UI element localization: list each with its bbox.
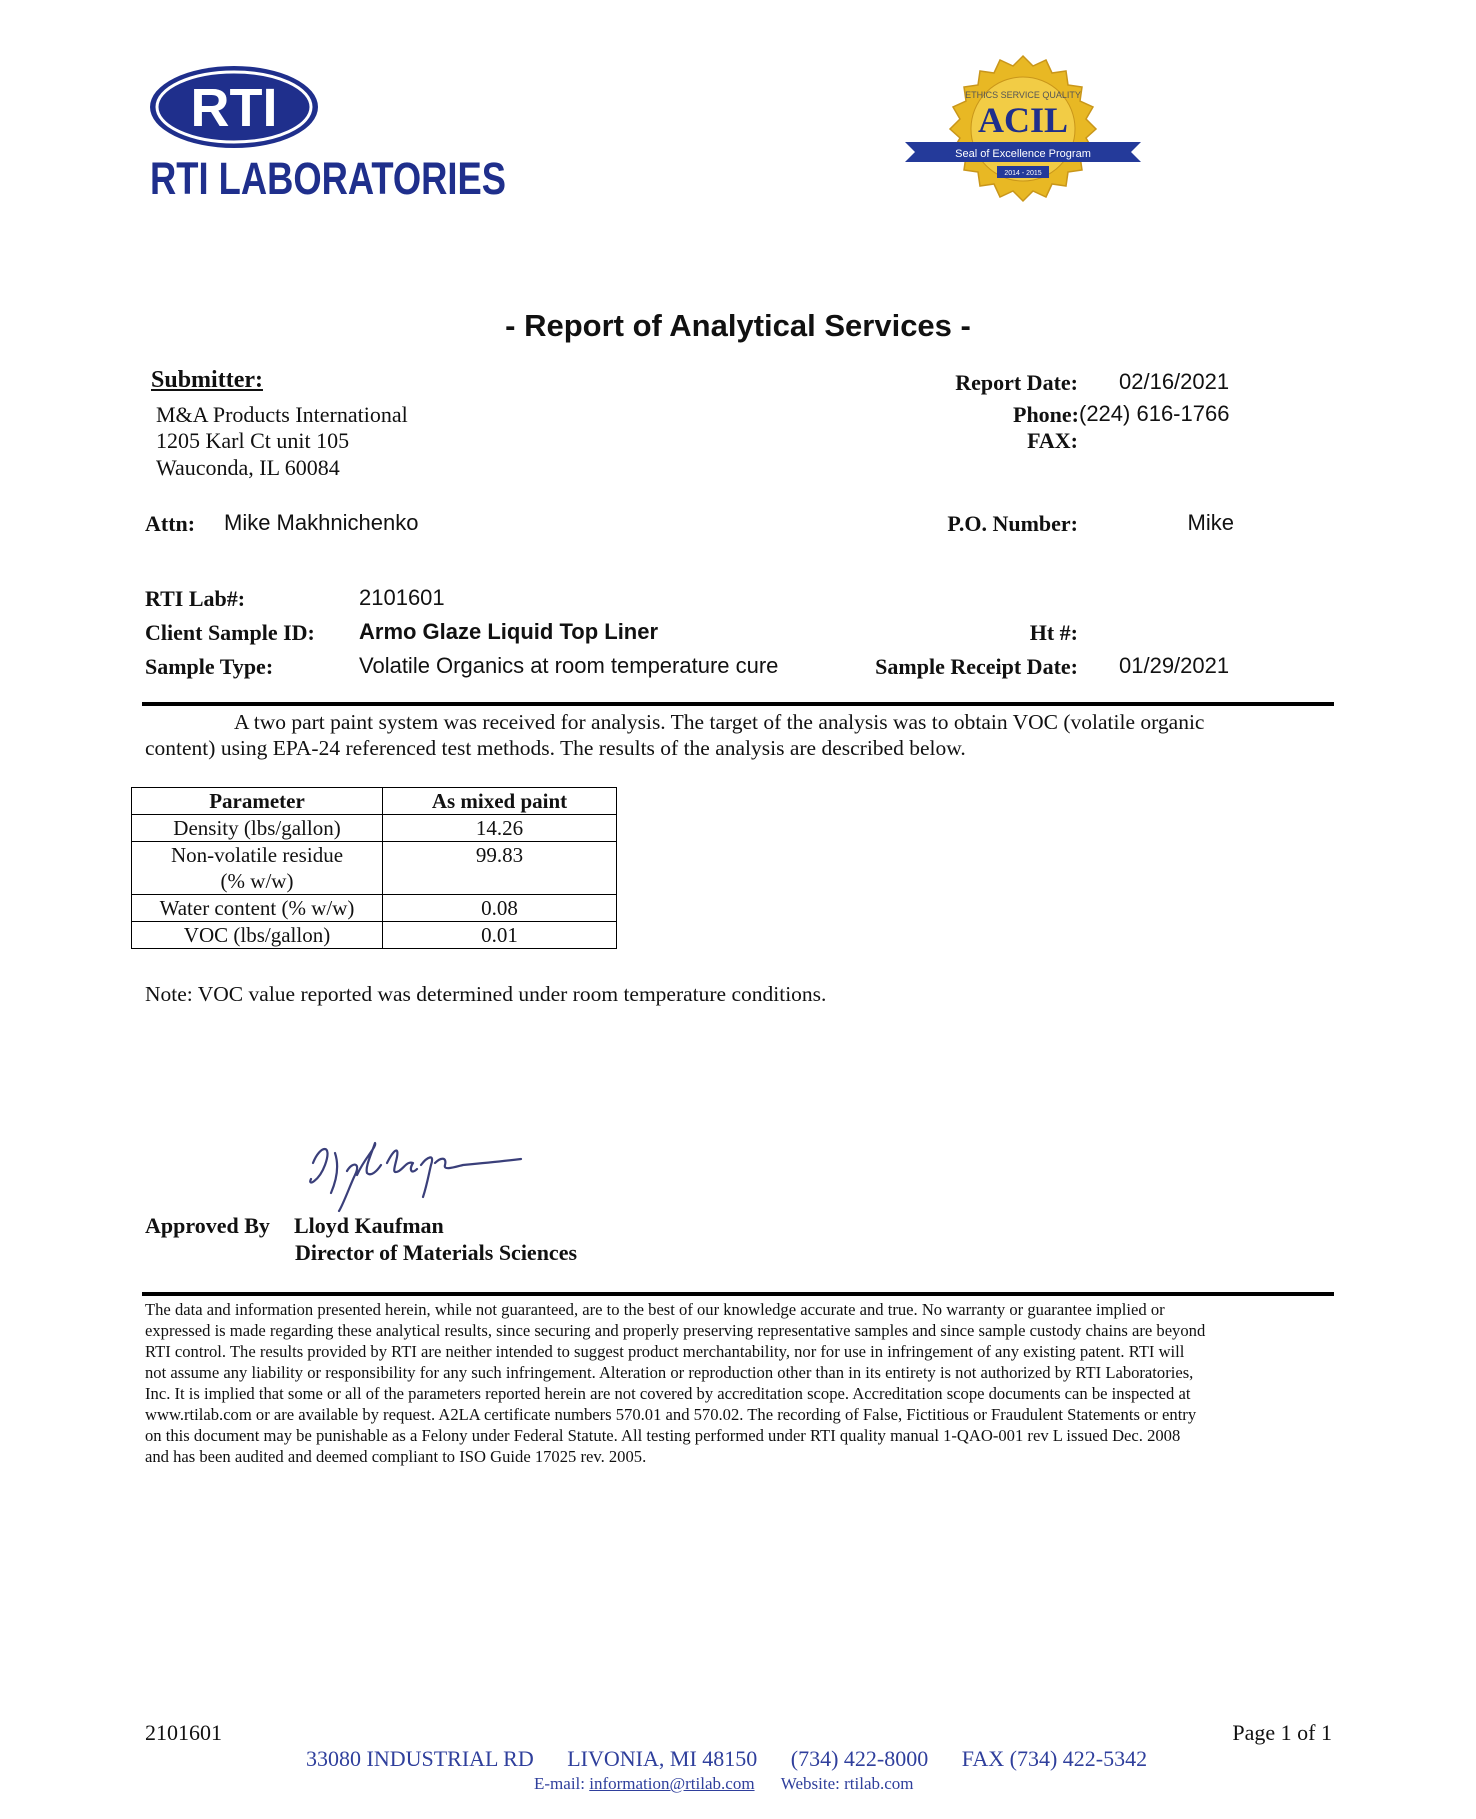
section-divider-bottom <box>142 1292 1334 1296</box>
ht-label: Ht #: <box>1029 620 1078 645</box>
approver-title: Director of Materials Sciences <box>295 1240 578 1265</box>
seal-years: 2014 - 2015 <box>1004 170 1042 177</box>
submitter-label: Submitter: <box>151 367 263 393</box>
seal-word: ACIL <box>977 100 1069 140</box>
table-cell-value: 99.83 <box>383 842 617 895</box>
table-cell-parameter-line1: Non-volatile residue <box>170 843 344 867</box>
disclaimer-line: not assume any liability or responsibility for any such infringement. Alteration or reproduction other than in its entirety is not authorized by RTI Laboratories, <box>145 1363 1194 1382</box>
seal-banner-text: Seal of Excellence Program <box>955 148 1091 160</box>
report-title: - Report of Analytical Services - <box>505 308 971 343</box>
disclaimer-line: and has been audited and deemed compliant to ISO Guide 17025 rev. 2005. <box>145 1447 647 1466</box>
disclaimer-line: on this document may be punishable as a Felony under Federal Statute. All testing performed under RTI quality manual 1-QAO-001 rev L issued Dec. 2008 <box>145 1426 1181 1445</box>
table-cell-parameter <box>132 842 383 895</box>
report-date-label: Report Date: <box>955 370 1078 395</box>
voc-note: Note: VOC value reported was determined under room temperature conditions. <box>145 982 827 1006</box>
table-cell-parameter: Density (lbs/gallon) <box>132 815 383 842</box>
disclaimer-line: RTI control. The results provided by RTI are neither intended to suggest product merchantability, nor for use in infringement of any existing patent. RTI will <box>145 1342 1185 1361</box>
results-table <box>131 787 617 949</box>
approved-by-label: Approved By <box>145 1213 270 1238</box>
table-header-row <box>132 788 617 815</box>
attn-value: Mike Makhnichenko <box>224 510 419 535</box>
table-cell-value: 0.01 <box>383 922 617 949</box>
lab-value: 2101601 <box>359 585 445 610</box>
fax-label: FAX: <box>1027 428 1078 453</box>
client-sample-label: Client Sample ID: <box>145 620 315 645</box>
approver-name: Lloyd Kaufman <box>294 1213 444 1238</box>
table-cell-value: 14.26 <box>383 815 617 842</box>
submitter-address2: Wauconda, IL 60084 <box>156 455 340 480</box>
footer-page-number: Page 1 of 1 <box>1232 1720 1332 1745</box>
table-cell-value: 0.08 <box>383 895 617 922</box>
disclaimer-line: expressed is made regarding these analytical results, since securing and properly preserving representative samples and since sample custody chains are beyond <box>145 1321 1206 1340</box>
logo-name-text: RTI LABORATORIES <box>150 153 506 204</box>
sample-type-value: Volatile Organics at room temperature cure <box>359 653 779 678</box>
section-divider-top <box>142 702 1334 706</box>
submitter-address1: 1205 Karl Ct unit 105 <box>156 428 350 453</box>
receipt-date-label: Sample Receipt Date: <box>875 654 1078 679</box>
po-value: Mike <box>1187 510 1234 535</box>
po-label: P.O. Number: <box>947 511 1078 536</box>
client-sample-value: Armo Glaze Liquid Top Liner <box>359 619 659 644</box>
sample-type-label: Sample Type: <box>145 654 274 679</box>
table-row <box>132 815 617 842</box>
table-row <box>132 842 617 895</box>
table-cell-parameter: VOC (lbs/gallon) <box>132 922 383 949</box>
phone-label: Phone: <box>1013 402 1079 427</box>
table-cell-parameter-line2: (% w/w) <box>220 869 294 893</box>
footer-contact-line <box>534 1774 914 1794</box>
phone-value: (224) 616-1766 <box>1079 401 1230 426</box>
disclaimer-line: The data and information presented herein, while not guaranteed, are to the best of our knowledge accurate and true. No warranty or guarantee implied or <box>145 1300 1165 1319</box>
disclaimer <box>145 1299 1345 1467</box>
receipt-date-value: 01/29/2021 <box>1119 653 1230 678</box>
footer-city: LIVONIA, MI 48150 <box>567 1746 758 1771</box>
footer-street: 33080 INDUSTRIAL RD <box>306 1746 534 1771</box>
intro-line-2: content) using EPA-24 referenced test methods. The results of the analysis are described below. <box>145 736 966 760</box>
lab-label: RTI Lab#: <box>145 586 246 611</box>
table-row <box>132 895 617 922</box>
rti-logo-mark <box>148 64 518 204</box>
report-date: 02/16/2021 <box>1119 369 1230 394</box>
table-header-value: As mixed paint <box>383 788 617 815</box>
table-cell-parameter: Water content (% w/w) <box>132 895 383 922</box>
table-row <box>132 922 617 949</box>
footer-website[interactable]: rtilab.com <box>844 1774 914 1793</box>
footer-email-label: E-mail: <box>534 1774 585 1793</box>
footer-email-link[interactable]: information@rtilab.com <box>589 1774 755 1793</box>
disclaimer-line: www.rtilab.com or are available by request. A2LA certificate numbers 570.01 and 570.02. The recording of False, Fictitious or Fraudulent Statements or entry <box>145 1405 1197 1424</box>
attn-label: Attn: <box>145 511 196 536</box>
rti-logo <box>148 64 518 204</box>
intro-line-1: A two part paint system was received for analysis. The target of the analysis was to obtain VOC (volatile organic <box>234 710 1205 734</box>
footer-doc-id: 2101601 <box>145 1720 222 1745</box>
submitter-name: M&A Products International <box>156 402 408 427</box>
footer-website-label: Website: <box>780 1774 840 1793</box>
footer-address-line <box>306 1746 1147 1772</box>
footer-fax: FAX (734) 422-5342 <box>961 1746 1148 1771</box>
acil-seal <box>905 52 1145 202</box>
footer-phone: (734) 422-8000 <box>790 1746 929 1771</box>
seal-arc-text: ETHICS SERVICE QUALITY <box>965 90 1081 100</box>
signature <box>295 1135 525 1215</box>
logo-mark-text: RTI <box>190 78 278 138</box>
table-header-parameter: Parameter <box>132 788 383 815</box>
disclaimer-line: Inc. It is implied that some or all of the parameters reported herein are not covered by accreditation scope. Accreditation scope documents can be inspected at <box>145 1384 1191 1403</box>
